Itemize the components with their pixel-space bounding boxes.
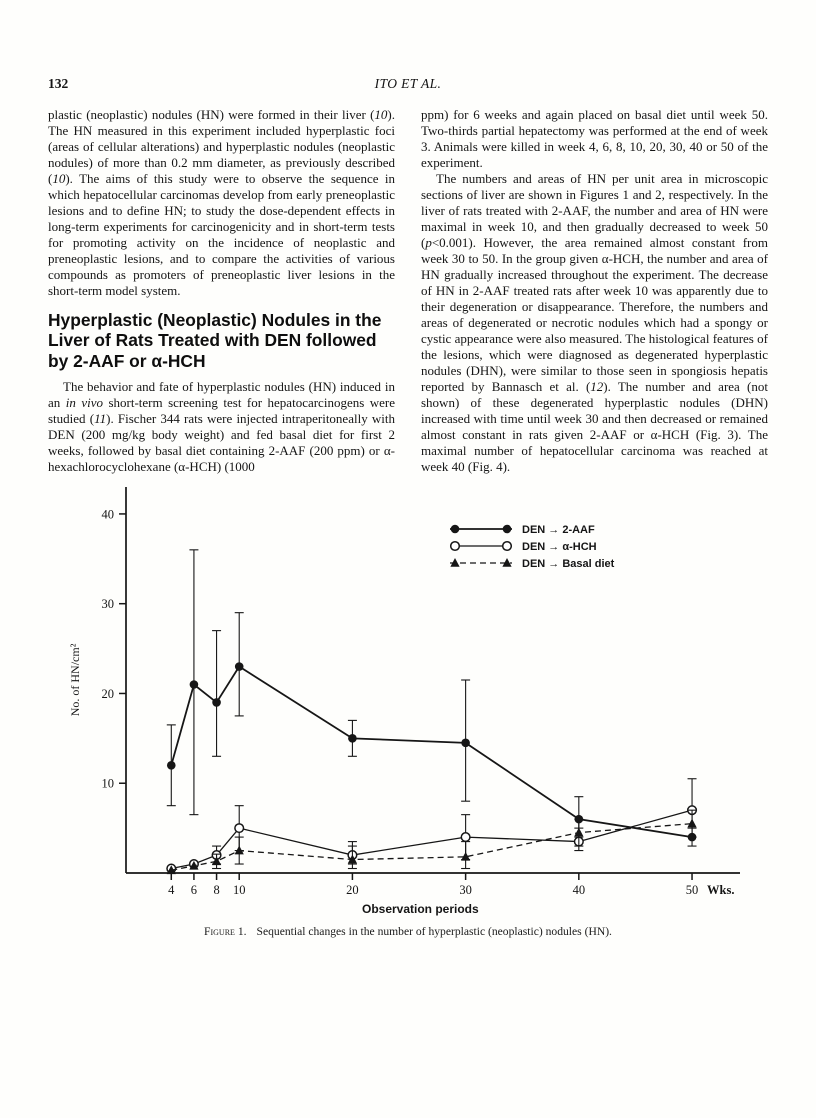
two-column-body [48, 107, 768, 475]
figure1-line-chart [62, 479, 754, 923]
data-point-marker [212, 698, 221, 707]
figure-caption [48, 925, 768, 938]
figure-1 [48, 479, 768, 938]
data-point-marker [235, 846, 244, 855]
x-tick-label: 4 [168, 883, 175, 898]
data-point-marker [687, 819, 696, 828]
x-tick-label: 30 [459, 883, 472, 898]
x-tick-label: 6 [190, 883, 198, 898]
figure-caption-label: Figure 1. [204, 925, 247, 939]
legend-label-1: DEN → α-HCH [522, 541, 597, 554]
data-point-marker [348, 734, 357, 743]
x-tick-label: 40 [572, 883, 586, 898]
data-point-marker [461, 739, 470, 748]
page-number: 132 [48, 76, 69, 91]
paragraph: The behavior and fate of hyperplastic nodules (HN) induced in an in vivo short-term screening test for hepatocarcinogens were studied (11). Fischer 344 rats were injected intraperitoneally with DEN (200 mg/kg body weight) and fed basal diet for first 2 weeks, followed by basal diet containing 2-AAF (200 ppm) or α-hexachlorocyclohexane (α-HCH) (1000 [48, 379, 395, 475]
y-tick-label: 30 [101, 597, 114, 612]
x-tick-label: 10 [232, 883, 246, 898]
data-point-marker [190, 681, 199, 690]
x-tick-label: 50 [685, 883, 699, 898]
series-line-0 [171, 667, 692, 838]
x-tick-label: 20 [346, 883, 359, 898]
column-right [421, 107, 768, 475]
data-point-marker [235, 824, 244, 833]
paragraph: ppm) for 6 weeks and again placed on basal diet until week 50. Two-thirds partial hepatectomy was performed at the end of week 3. Animals were killed in week 4, 6, 8, 10, 20, 30, 40 or 50 of the experiment. [421, 107, 768, 170]
legend-label-0: DEN → 2-AAF [522, 524, 595, 537]
data-point-marker [451, 525, 460, 534]
y-tick-label: 20 [101, 687, 114, 702]
data-point-marker [235, 663, 244, 672]
data-point-marker [574, 828, 583, 837]
data-point-marker [461, 833, 470, 842]
data-point-marker [167, 761, 176, 770]
y-tick-label: 10 [101, 777, 114, 792]
data-point-marker [451, 542, 460, 551]
paragraph: plastic (neoplastic) nodules (HN) were formed in their liver (10). The HN measured in this experiment included hyperplastic foci (areas of cellular alterations) and hyperplastic nodules (neoplastic nodules) of more than 0.2 mm diameter, as previously described (10). The aims of this study were to observe the sequence in which hepatocellular carcinomas develop from early preneoplastic lesions and to define HN; to study the dose-dependent effects in long-term experiments for carcinogenicity and in short-term tests for promoting activity on the incidence of neoplastic and preneoplastic lesions, and to compare the activities of various compounds as promoters of preneoplastic liver lesions in the short-term model system. [48, 107, 395, 298]
figure-caption-text: Sequential changes in the number of hyperplastic (neoplastic) nodules (HN). [256, 925, 612, 939]
data-point-marker [503, 542, 512, 551]
legend-label-2: DEN → Basal diet [522, 558, 615, 571]
x-tick-label: 8 [213, 883, 220, 898]
section-heading: Hyperplastic (Neoplastic) Nodules in the Liver of Rats Treated with DEN followed by 2-AAF or α-HCH [48, 309, 382, 371]
paragraph: The numbers and areas of HN per unit area in microscopic sections of liver are shown in Figures 1 and 2, respectively. In the liver of rats treated with 2-AAF, the number and area of HN were maximal in week 10, and then gradually decreased to week 50 (p<0.001). However, the area remained almost constant from week 30 to 50. In the group given α-HCH, the number and area of HN gradually increased throughout the experiment. The decrease of HN in 2-AAF treated rats after week 10 was apparently due to their degeneration or disappearance. Therefore, the numbers and areas of degenerated or necrotic nodules which had a spongy or cystic appearance were also measured. The histological features of the lesions, which were diagnosed as degenerated hyperplastic nodules (DHN), were similar to those seen in spongiosis hepatis reported by Bannasch et al. (12). The number and area (not shown) of these degenerated hyperplastic nodules (DHN) increased with time until week 30 and then decreased or remained almost constant in rats given 2-AAF or α-HCH (Fig. 3). The maximal number of hepatocellular carcinoma was reached at week 40 (Fig. 4). [421, 170, 768, 474]
series-line-1 [171, 810, 692, 868]
y-tick-label: 40 [101, 507, 114, 522]
x-axis-unit: Wks. [707, 883, 735, 898]
column-left [48, 107, 395, 475]
y-axis-title: No. of HN/cm² [68, 644, 82, 717]
data-point-marker [503, 525, 512, 534]
x-axis-title: Observation periods [361, 902, 479, 917]
page-header [48, 76, 768, 94]
running-head: ITO ET AL. [374, 76, 442, 91]
